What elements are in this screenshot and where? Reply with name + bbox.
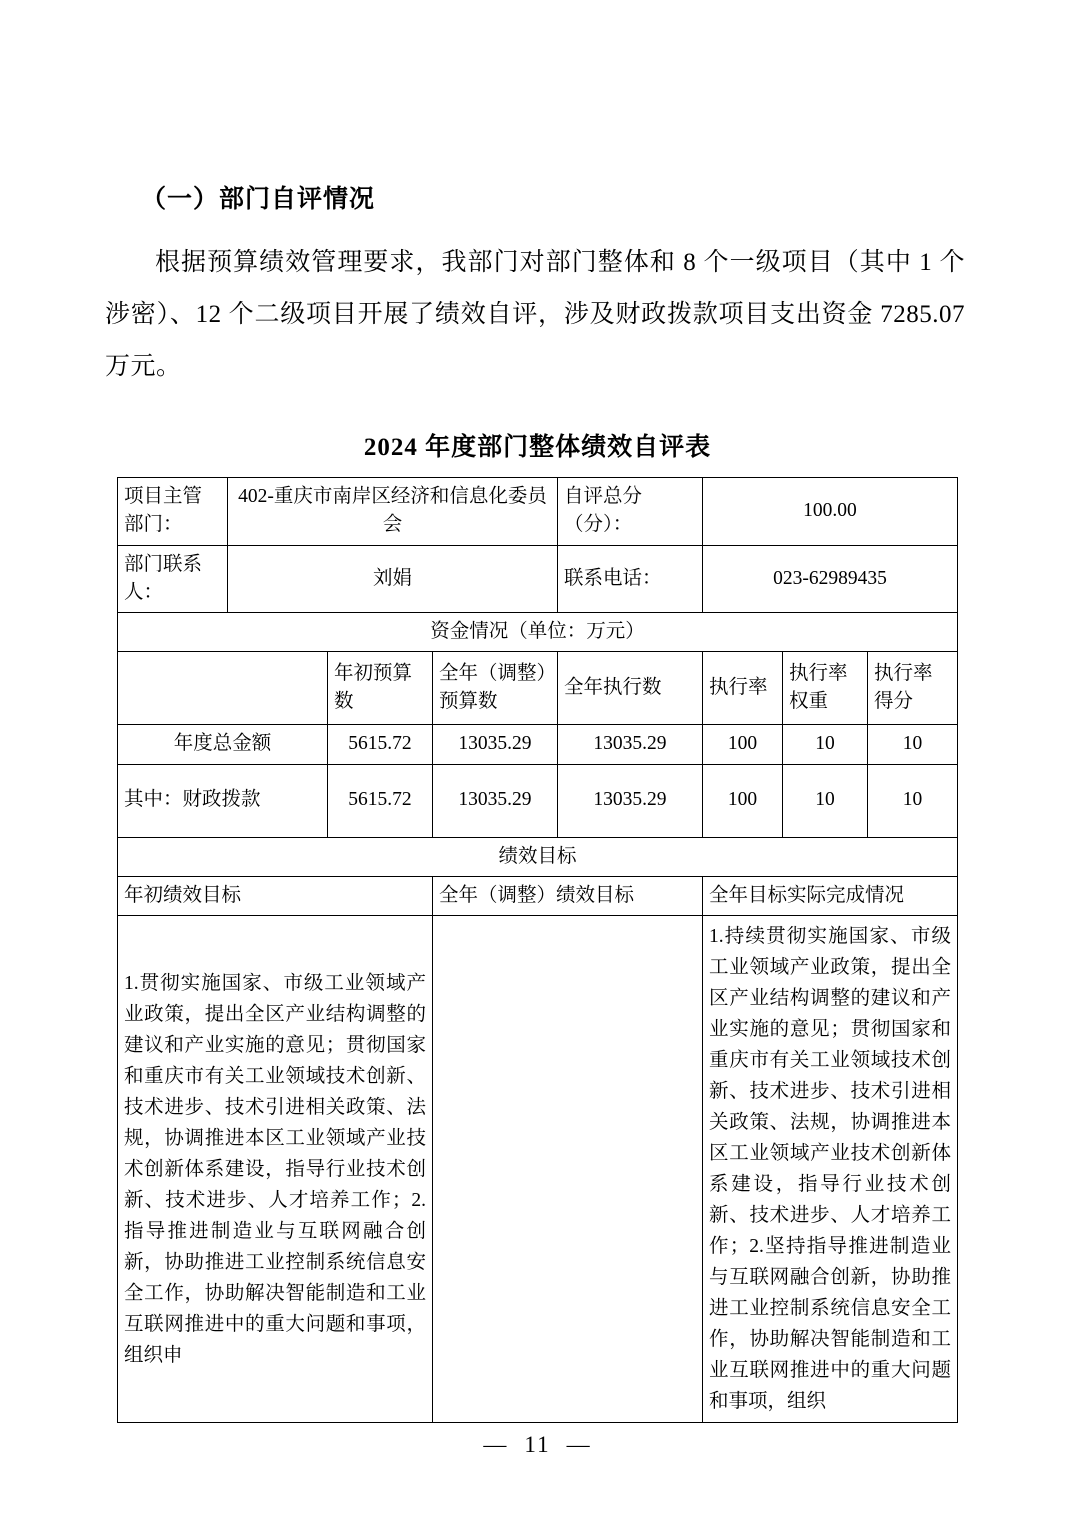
goal-col-1: 全年（调整）绩效目标 [432, 876, 702, 915]
footer-dash-left: — [483, 1432, 509, 1457]
goal-cell-initial: 1.贯彻实施国家、市级工业领域产业政策，提出全区产业结构调整的建议和产业实施的意见；贯彻国家和重庆市有关工业领域技术创新、技术进步、技术引进相关政策、法规，协调推进本区工业领域产业技术创新体系建设，指导行业技术创新、技术进步、人才培养工作；2.指导推进制造业与互联网融合创新，协助推进工业控制系统信息安全工作，协助解决智能制造和工业互联网推进中的重大问题和事项，组织申 [117, 916, 432, 1423]
fund-col-0 [117, 652, 327, 725]
contact-value: 刘娟 [227, 545, 557, 613]
goal-cell-actual: 1.持续贯彻实施国家、市级工业领域产业政策，提出全区产业结构调整的建议和产业实施的意见；贯彻国家和重庆市有关工业领域技术创新、技术进步、技术引进相关政策、法规，协调推进本区工业领域产业技术创新体系建设，指导行业技术创新、技术进步、人才培养工作；2.坚持指导推进制造业与互联网融合创新，协助推进工业控制系统信息安全工作，协助解决智能制造和工业互联网推进中的重大问题和事项，组织 [702, 916, 957, 1423]
fund-row-1-val-5: 10 [867, 764, 957, 837]
table-row [117, 725, 957, 764]
table-row [117, 916, 957, 1423]
fund-row-0-val-0: 5615.72 [327, 725, 432, 764]
fund-col-6: 执行率得分 [867, 652, 957, 725]
goal-col-0: 年初绩效目标 [117, 876, 432, 915]
fund-row-1-val-4: 10 [782, 764, 867, 837]
fund-col-2: 全年（调整）预算数 [432, 652, 557, 725]
fund-row-1-val-2: 13035.29 [557, 764, 702, 837]
goal-section-header: 绩效目标 [117, 837, 957, 876]
fund-row-1-val-3: 100 [702, 764, 782, 837]
score-value: 100.00 [702, 478, 957, 546]
score-label: 自评总分（分）： [557, 478, 702, 546]
fund-row-1-val-1: 13035.29 [432, 764, 557, 837]
dept-value: 402-重庆市南岸区经济和信息化委员会 [227, 478, 557, 546]
phone-value: 023-62989435 [702, 545, 957, 613]
fund-row-0-val-4: 10 [782, 725, 867, 764]
table-row [117, 837, 957, 876]
fund-col-1: 年初预算数 [327, 652, 432, 725]
fund-row-0-val-5: 10 [867, 725, 957, 764]
table-row [117, 478, 957, 546]
fund-row-1-label: 其中：财政拨款 [117, 764, 327, 837]
fund-col-3: 全年执行数 [557, 652, 702, 725]
table-row [117, 876, 957, 915]
goal-col-2: 全年目标实际完成情况 [702, 876, 957, 915]
fund-col-5: 执行率权重 [782, 652, 867, 725]
fund-col-4: 执行率 [702, 652, 782, 725]
fund-row-0-val-1: 13035.29 [432, 725, 557, 764]
footer-dash-right: — [566, 1432, 592, 1457]
contact-label: 部门联系人： [117, 545, 227, 613]
goal-cell-adjusted [432, 916, 702, 1423]
table-row [117, 545, 957, 613]
dept-label: 项目主管部门： [117, 478, 227, 546]
fund-row-0-val-2: 13035.29 [557, 725, 702, 764]
table-row [117, 764, 957, 837]
table-title: 2024 年度部门整体绩效自评表 [363, 434, 712, 461]
section-heading: （一）部门自评情况 [141, 186, 376, 213]
page-number: 11 [524, 1432, 551, 1457]
fund-row-1-val-0: 5615.72 [327, 764, 432, 837]
table-row [117, 613, 957, 652]
funds-section-header: 资金情况（单位：万元） [117, 613, 957, 652]
performance-self-evaluation-table [117, 477, 958, 1423]
fund-row-0-label: 年度总金额 [117, 725, 327, 764]
table-row [117, 652, 957, 725]
body-paragraph: 根据预算绩效管理要求，我部门对部门整体和 8 个一级项目（其中 1 个涉密）、12 个二级项目开展了绩效自评，涉及财政拨款项目支出资金 7285.07 万元。 [105, 249, 965, 380]
phone-label: 联系电话： [557, 545, 702, 613]
fund-row-0-val-3: 100 [702, 725, 782, 764]
page-footer [0, 1432, 1075, 1458]
